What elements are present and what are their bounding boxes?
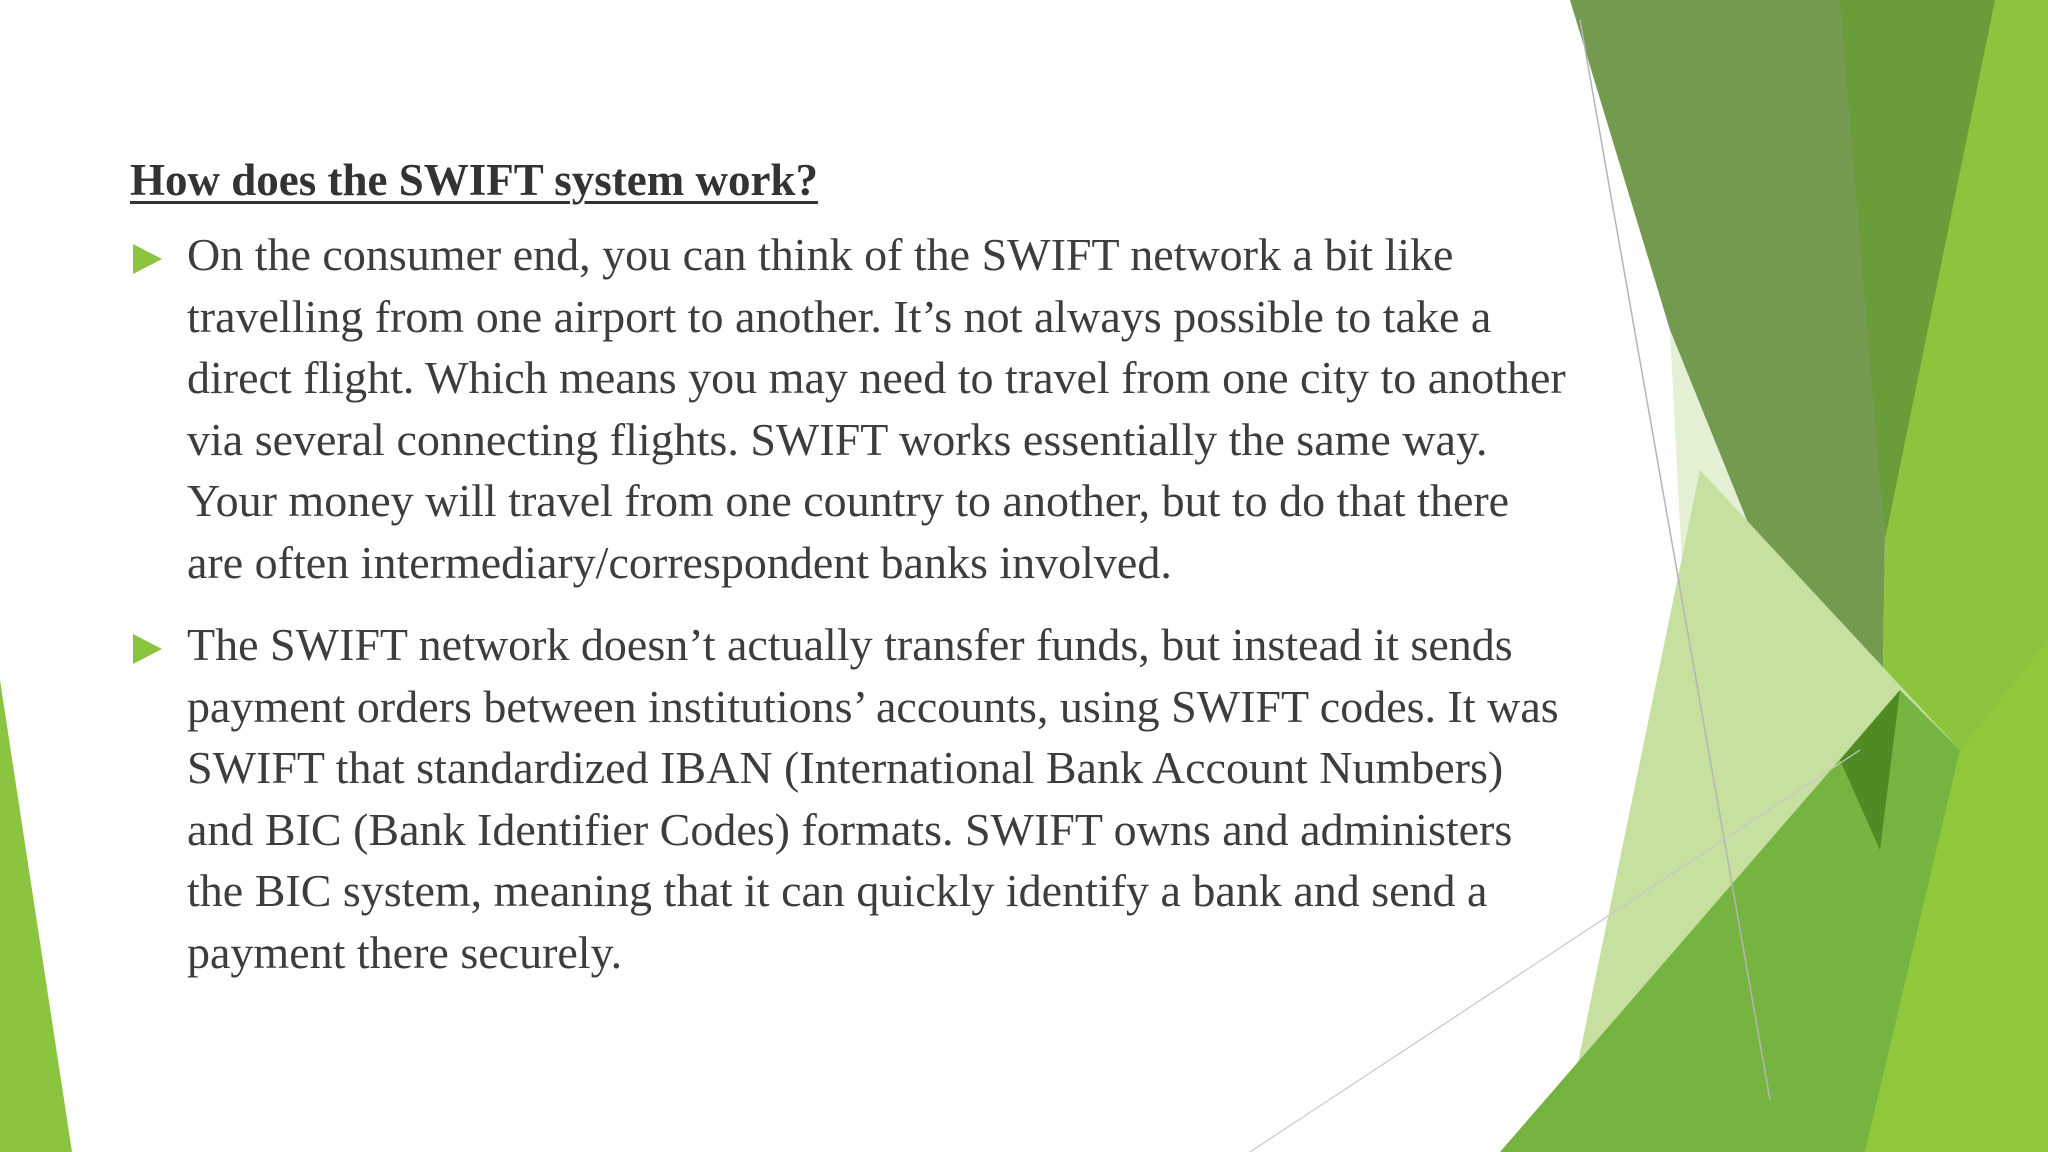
bullet-text: The SWIFT network doesn’t actually transfer funds, but instead it sends payment orders between institutions’ accounts, using SWIFT codes. It was SWIFT that standardized IBAN (International Bank Account Numbers) and BIC (Bank Identifier Codes) formats. SWIFT owns and administers the BIC system, meaning that it can quickly identify a bank and send a payment there securely. bbox=[187, 619, 1559, 978]
bullet-text: On the consumer end, you can think of the SWIFT network a bit like travelling from one airport to another. It’s not always possible to take a direct flight. Which means you may need to travel from one city to another via several connecting flights. SWIFT works essentially the same way. Your money will travel from one country to another, but to do that there are often intermediary/correspondent banks involved. bbox=[187, 229, 1566, 588]
triangle-bullet-icon bbox=[133, 244, 162, 274]
bullet-list bbox=[130, 224, 1570, 983]
slide-heading: How does the SWIFT system work? bbox=[130, 155, 818, 205]
slide-content bbox=[130, 150, 1570, 1004]
left-green-sliver bbox=[0, 680, 72, 1152]
bullet-item bbox=[130, 614, 1570, 983]
triangle-bullet-icon bbox=[133, 634, 162, 664]
bullet-item bbox=[130, 224, 1570, 593]
